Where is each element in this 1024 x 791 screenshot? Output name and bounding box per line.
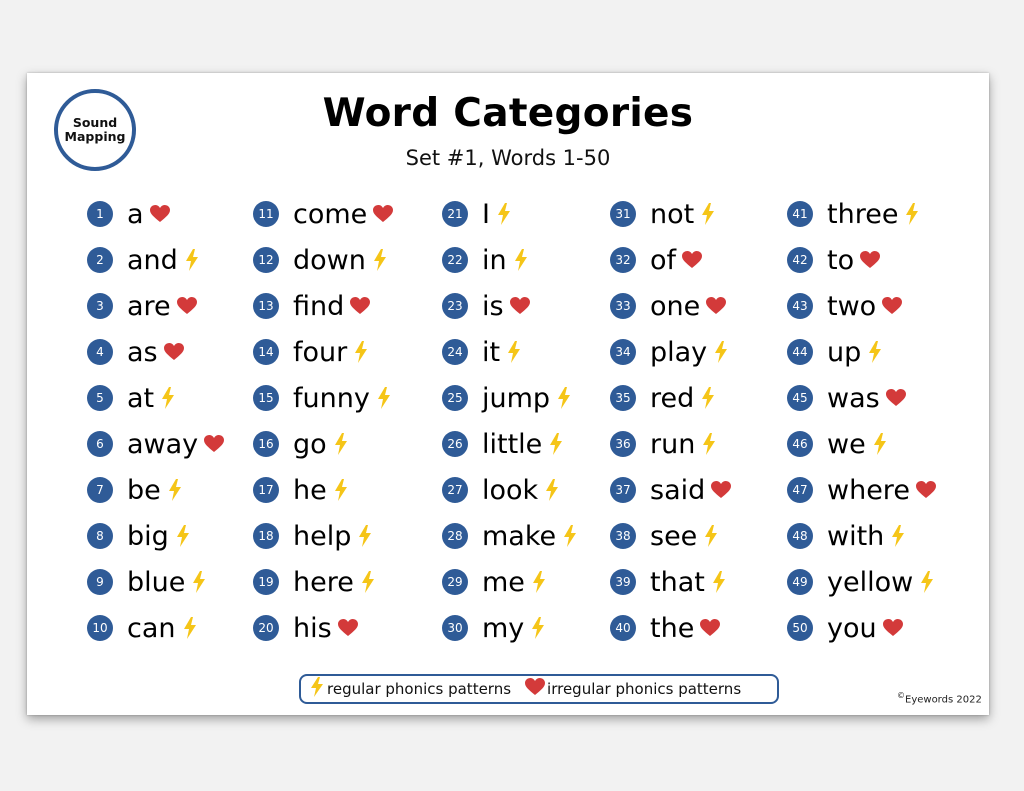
heart-icon (882, 297, 902, 315)
lightning-icon (867, 341, 883, 363)
word-text: to (827, 244, 855, 276)
word-text: be (127, 474, 161, 506)
word-number-badge: 10 (87, 615, 113, 641)
word-text: red (650, 382, 695, 414)
word-number-badge: 20 (253, 615, 279, 641)
word-entry (87, 421, 267, 467)
word-number-badge: 8 (87, 523, 113, 549)
word-entry (253, 421, 433, 467)
word-number-badge: 24 (442, 339, 468, 365)
word-number-badge: 45 (787, 385, 813, 411)
heart-icon (525, 678, 545, 700)
word-entry (787, 513, 967, 559)
word-number-badge: 27 (442, 477, 468, 503)
word-number-badge: 50 (787, 615, 813, 641)
lightning-icon (353, 341, 369, 363)
word-text: three (827, 198, 899, 230)
word-number-badge: 33 (610, 293, 636, 319)
word-text: run (650, 428, 696, 460)
heart-icon (886, 389, 906, 407)
word-text: a (127, 198, 144, 230)
word-text: one (650, 290, 701, 322)
word-text: down (293, 244, 366, 276)
heart-icon (711, 481, 731, 499)
word-column-1 (87, 191, 267, 651)
heart-icon (916, 481, 936, 499)
word-number-badge: 32 (610, 247, 636, 273)
word-entry (787, 421, 967, 467)
word-entry (87, 237, 267, 283)
word-entry (87, 375, 267, 421)
lightning-icon (372, 249, 388, 271)
word-entry (87, 329, 267, 375)
lightning-icon (167, 479, 183, 501)
word-entry (253, 191, 433, 237)
word-number-badge: 36 (610, 431, 636, 457)
word-number-badge: 26 (442, 431, 468, 457)
word-number-badge: 19 (253, 569, 279, 595)
heart-icon (177, 297, 197, 315)
word-number-badge: 16 (253, 431, 279, 457)
word-number-badge: 29 (442, 569, 468, 595)
word-entry (442, 559, 622, 605)
word-number-badge: 17 (253, 477, 279, 503)
word-entry (253, 467, 433, 513)
lightning-icon (548, 433, 564, 455)
word-text: come (293, 198, 368, 230)
logo-line1: Sound (72, 115, 118, 130)
word-entry (253, 375, 433, 421)
lightning-icon (904, 203, 920, 225)
legend-box (299, 674, 779, 704)
legend-irregular-label: irregular phonics patterns (547, 680, 742, 698)
heart-icon (338, 619, 358, 637)
word-entry (787, 559, 967, 605)
word-entry (610, 513, 790, 559)
lightning-icon (556, 387, 572, 409)
word-number-badge: 30 (442, 615, 468, 641)
logo-line2: Mapping (64, 129, 126, 144)
word-text: play (650, 336, 708, 368)
word-entry (442, 513, 622, 559)
word-entry (442, 237, 622, 283)
word-entry (253, 559, 433, 605)
word-text: I (482, 198, 490, 230)
word-text: away (127, 428, 199, 460)
word-text: and (127, 244, 178, 276)
word-number-badge: 41 (787, 201, 813, 227)
lightning-icon (357, 525, 373, 547)
word-number-badge: 47 (787, 477, 813, 503)
word-entry (787, 283, 967, 329)
heart-icon (860, 251, 880, 269)
word-text: the (650, 612, 695, 644)
word-text: go (293, 428, 327, 460)
word-text: big (127, 520, 169, 552)
lightning-icon (872, 433, 888, 455)
word-entry (610, 421, 790, 467)
page-title: Word Categories (322, 91, 694, 136)
word-column-4 (610, 191, 790, 651)
word-number-badge: 5 (87, 385, 113, 411)
word-number-badge: 46 (787, 431, 813, 457)
word-text: can (127, 612, 176, 644)
word-number-badge: 11 (253, 201, 279, 227)
word-number-badge: 15 (253, 385, 279, 411)
word-number-badge: 37 (610, 477, 636, 503)
word-text: little (482, 428, 543, 460)
copyright-text: Eyewords 2022 (905, 694, 982, 706)
legend-regular-label: regular phonics patterns (327, 680, 512, 698)
heart-icon (700, 619, 720, 637)
word-entry (87, 513, 267, 559)
word-entry (253, 513, 433, 559)
word-number-badge: 21 (442, 201, 468, 227)
lightning-icon (544, 479, 560, 501)
lightning-icon (333, 433, 349, 455)
word-text: that (650, 566, 705, 598)
lightning-icon (175, 525, 191, 547)
word-entry (87, 191, 267, 237)
lightning-icon (496, 203, 512, 225)
heart-icon (373, 205, 393, 223)
word-text: four (293, 336, 348, 368)
word-entry (610, 237, 790, 283)
word-number-badge: 48 (787, 523, 813, 549)
word-text: find (293, 290, 345, 322)
heart-icon (350, 297, 370, 315)
word-entry (610, 605, 790, 651)
lightning-icon (700, 203, 716, 225)
word-number-badge: 12 (253, 247, 279, 273)
word-text: was (827, 382, 880, 414)
heart-icon (150, 205, 170, 223)
word-number-badge: 14 (253, 339, 279, 365)
word-number-badge: 7 (87, 477, 113, 503)
lightning-icon (700, 387, 716, 409)
word-text: as (127, 336, 158, 368)
word-column-3 (442, 191, 622, 651)
lightning-icon (360, 571, 376, 593)
word-entry (87, 283, 267, 329)
word-number-badge: 23 (442, 293, 468, 319)
lightning-icon (562, 525, 578, 547)
word-number-badge: 42 (787, 247, 813, 273)
word-text: see (650, 520, 698, 552)
lightning-icon (531, 571, 547, 593)
word-column-2 (253, 191, 433, 651)
word-entry (442, 467, 622, 513)
word-entry (787, 191, 967, 237)
word-text: look (482, 474, 539, 506)
word-entry (787, 237, 967, 283)
lightning-icon (506, 341, 522, 363)
word-number-badge: 13 (253, 293, 279, 319)
word-number-badge: 2 (87, 247, 113, 273)
lightning-icon (191, 571, 207, 593)
word-entry (610, 283, 790, 329)
lightning-icon (309, 677, 325, 701)
word-number-badge: 39 (610, 569, 636, 595)
word-text: in (482, 244, 507, 276)
word-entry (442, 329, 622, 375)
word-entry (442, 375, 622, 421)
word-text: make (482, 520, 557, 552)
word-text: two (827, 290, 877, 322)
word-number-badge: 4 (87, 339, 113, 365)
word-number-badge: 22 (442, 247, 468, 273)
page-subtitle: Set #1, Words 1-50 (405, 146, 611, 170)
lightning-icon (333, 479, 349, 501)
heart-icon (706, 297, 726, 315)
heart-icon (510, 297, 530, 315)
lightning-icon (919, 571, 935, 593)
word-entry (610, 467, 790, 513)
heart-icon (682, 251, 702, 269)
word-entry (253, 283, 433, 329)
word-text: his (293, 612, 332, 644)
word-number-badge: 40 (610, 615, 636, 641)
word-entry (442, 191, 622, 237)
lightning-icon (513, 249, 529, 271)
lightning-icon (184, 249, 200, 271)
word-entry (253, 237, 433, 283)
word-entry (610, 559, 790, 605)
word-entry (87, 467, 267, 513)
lightning-icon (530, 617, 546, 639)
word-entry (87, 605, 267, 651)
word-text: here (293, 566, 354, 598)
word-number-badge: 1 (87, 201, 113, 227)
word-text: me (482, 566, 525, 598)
word-number-badge: 44 (787, 339, 813, 365)
word-text: it (482, 336, 501, 368)
word-number-badge: 3 (87, 293, 113, 319)
word-text: you (827, 612, 877, 644)
word-text: he (293, 474, 327, 506)
word-text: of (650, 244, 677, 276)
copyright (897, 691, 982, 705)
word-entry (253, 329, 433, 375)
word-number-badge: 31 (610, 201, 636, 227)
word-text: said (650, 474, 706, 506)
word-text: are (127, 290, 171, 322)
word-entry (787, 329, 967, 375)
lightning-icon (711, 571, 727, 593)
word-text: my (482, 612, 525, 644)
heart-icon (204, 435, 224, 453)
word-text: funny (293, 382, 370, 414)
word-text: yellow (827, 566, 914, 598)
word-text: is (482, 290, 504, 322)
word-text: we (827, 428, 866, 460)
word-entry (87, 559, 267, 605)
lightning-icon (890, 525, 906, 547)
word-entry (787, 375, 967, 421)
word-number-badge: 35 (610, 385, 636, 411)
word-entry (253, 605, 433, 651)
heart-icon (883, 619, 903, 637)
word-entry (787, 467, 967, 513)
word-entry (442, 283, 622, 329)
lightning-icon (182, 617, 198, 639)
lightning-icon (160, 387, 176, 409)
word-number-badge: 18 (253, 523, 279, 549)
word-text: with (827, 520, 885, 552)
word-text: blue (127, 566, 186, 598)
lightning-icon (713, 341, 729, 363)
word-entry (442, 421, 622, 467)
copyright-symbol: © (897, 691, 905, 700)
word-text: at (127, 382, 155, 414)
word-number-badge: 9 (87, 569, 113, 595)
word-entry (787, 605, 967, 651)
word-text: where (827, 474, 910, 506)
word-text: up (827, 336, 862, 368)
word-entry (610, 375, 790, 421)
lightning-icon (703, 525, 719, 547)
word-categories-sheet (27, 73, 989, 715)
word-number-badge: 34 (610, 339, 636, 365)
word-entry (610, 329, 790, 375)
word-text: not (650, 198, 695, 230)
word-column-5 (787, 191, 967, 651)
lightning-icon (701, 433, 717, 455)
heart-icon (164, 343, 184, 361)
word-number-badge: 38 (610, 523, 636, 549)
word-number-badge: 49 (787, 569, 813, 595)
word-text: help (293, 520, 352, 552)
word-number-badge: 43 (787, 293, 813, 319)
word-number-badge: 28 (442, 523, 468, 549)
word-entry (610, 191, 790, 237)
lightning-icon (376, 387, 392, 409)
word-number-badge: 6 (87, 431, 113, 457)
word-entry (442, 605, 622, 651)
word-text: jump (482, 382, 551, 414)
word-number-badge: 25 (442, 385, 468, 411)
